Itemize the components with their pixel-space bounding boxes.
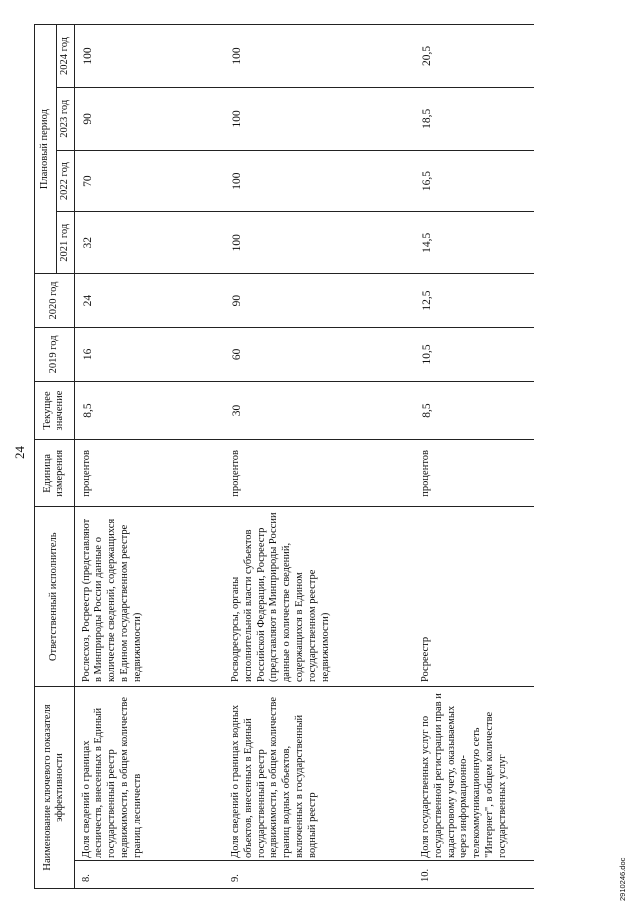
- header-year-2024: 2024 год: [56, 25, 74, 88]
- row-current-value: 8,5: [74, 381, 224, 439]
- row-value-2024: 20,5: [414, 25, 534, 88]
- row-index: 8.: [74, 860, 224, 888]
- row-value-2020: 12,5: [414, 274, 534, 328]
- row-value-2022: 70: [74, 150, 224, 212]
- header-responsible: Ответственный исполнитель: [35, 507, 75, 687]
- table-row: [74, 25, 224, 889]
- header-year-2023: 2023 год: [56, 87, 74, 150]
- row-value-2022: 100: [224, 150, 414, 212]
- header-year-2020: 2020 год: [35, 274, 75, 328]
- row-index: 9.: [224, 860, 414, 888]
- row-responsible: Рослесхоз, Росреестр (представляют в Минприроды России данные о количестве сведений, содержащихся в Едином государственном реестре недвижимости): [74, 507, 224, 687]
- table-row: [224, 25, 414, 889]
- row-unit: процентов: [414, 440, 534, 507]
- row-indicator-name: Доля государственных услуг по государственной регистрации прав и кадастровому учету, оказываемых через информационно-телекоммуникационную сеть "Интернет", в общем количестве государственных услуг: [414, 687, 534, 861]
- row-value-2020: 24: [74, 274, 224, 328]
- header-year-2019: 2019 год: [35, 327, 75, 381]
- row-value-2024: 100: [74, 25, 224, 88]
- header-year-2021: 2021 год: [56, 212, 74, 274]
- row-responsible: Росводресурсы, органы исполнительной власти субъектов Российской Федерации, Росреестр (представляют в Минприроды России данные о количестве сведений, содержащихся в Едином государственном реестре недвижимости): [224, 507, 414, 687]
- header-name: Наименование ключевого показателя эффективности: [35, 687, 75, 889]
- row-index: 10.: [414, 860, 534, 888]
- table-row: [414, 25, 534, 889]
- row-value-2021: 100: [224, 212, 414, 274]
- header-current: Текущее значение: [35, 381, 75, 439]
- row-value-2020: 90: [224, 274, 414, 328]
- table-header: [35, 25, 75, 889]
- row-value-2021: 14,5: [414, 212, 534, 274]
- header-planning-period: Плановый период: [35, 25, 57, 274]
- row-value-2019: 60: [224, 327, 414, 381]
- file-name-footer: 2910246.doc: [618, 857, 627, 901]
- row-value-2023: 100: [224, 87, 414, 150]
- row-current-value: 8,5: [414, 381, 534, 439]
- row-unit: процентов: [224, 440, 414, 507]
- row-value-2019: 16: [74, 327, 224, 381]
- row-value-2021: 32: [74, 212, 224, 274]
- row-value-2022: 16,5: [414, 150, 534, 212]
- row-value-2023: 90: [74, 87, 224, 150]
- row-current-value: 30: [224, 381, 414, 439]
- row-value-2024: 100: [224, 25, 414, 88]
- header-year-2022: 2022 год: [56, 150, 74, 212]
- header-unit: Единица измерения: [35, 440, 75, 507]
- row-indicator-name: Доля сведений о границах водных объектов, внесенных в Единый государственный реестр недвижимости, в общем количестве границ водных объектов, включенных в государственный водный реестр: [224, 687, 414, 861]
- kpi-table: [34, 24, 534, 889]
- row-indicator-name: Доля сведений о границах лесничеств, внесенных в Единый государственный реестр недвижимости, в общем количестве границ лесничеств: [74, 687, 224, 861]
- page-number: 24: [12, 446, 27, 459]
- row-value-2019: 10,5: [414, 327, 534, 381]
- row-value-2023: 18,5: [414, 87, 534, 150]
- row-unit: процентов: [74, 440, 224, 507]
- row-responsible: Росреестр: [414, 507, 534, 687]
